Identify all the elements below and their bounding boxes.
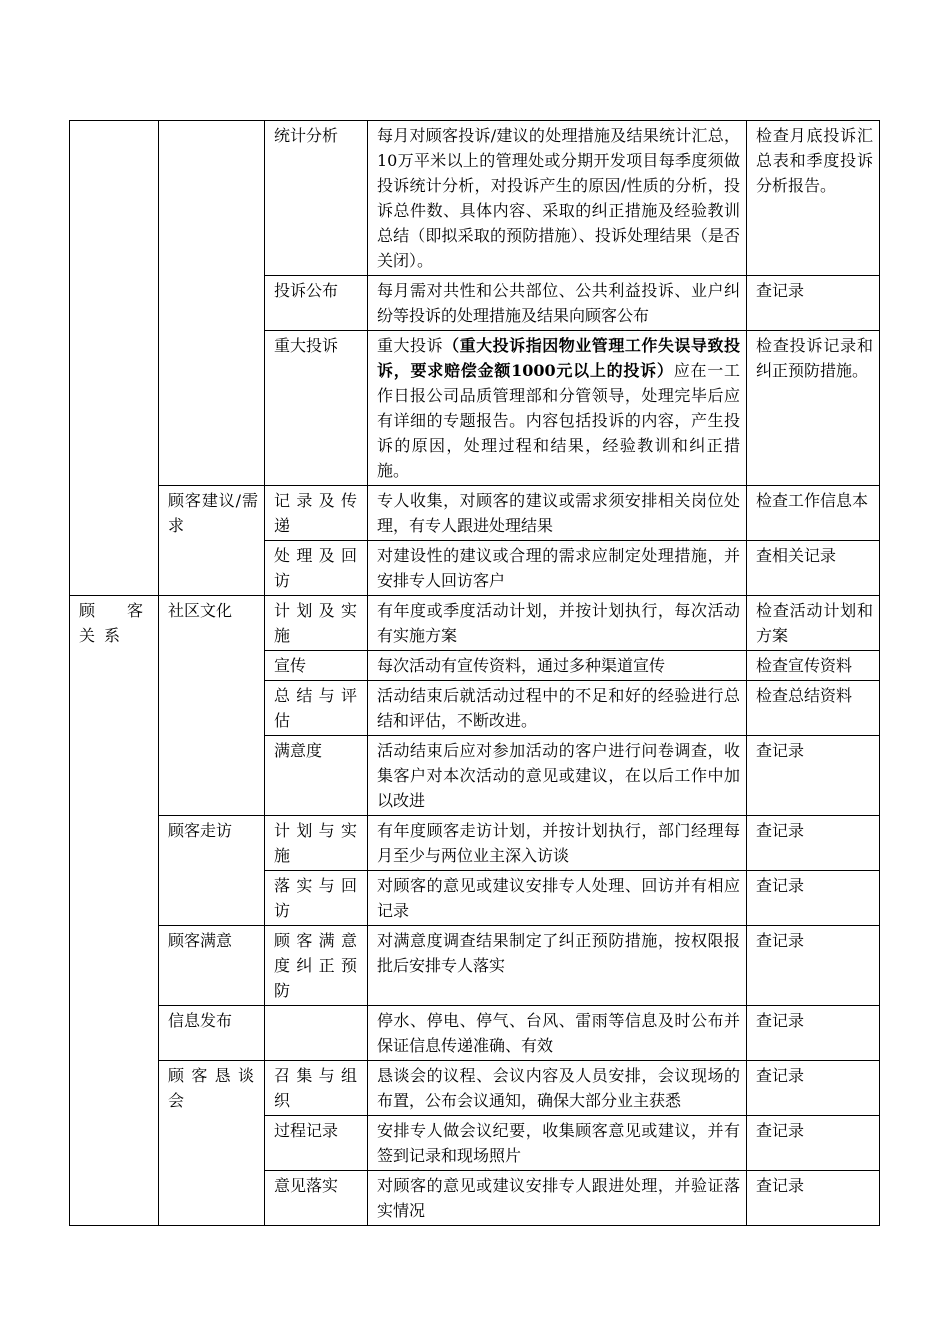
requirement-cell bbox=[368, 331, 747, 486]
table-row bbox=[70, 121, 880, 276]
subcategory-cell bbox=[159, 121, 265, 486]
check-method-cell: 查记录 bbox=[747, 736, 880, 816]
subcategory-cell: 社区文化 bbox=[159, 596, 265, 816]
item-cell: 处理及回访 bbox=[265, 541, 368, 596]
check-method-cell: 查记录 bbox=[747, 1171, 880, 1226]
requirement-cell: 有年度或季度活动计划，并按计划执行，每次活动有实施方案 bbox=[368, 596, 747, 651]
item-cell: 计划与实施 bbox=[265, 816, 368, 871]
item-cell: 顾客满意度纠正预防 bbox=[265, 926, 368, 1006]
check-method-cell: 查记录 bbox=[747, 926, 880, 1006]
check-method-cell: 查记录 bbox=[747, 816, 880, 871]
check-method-cell: 查记录 bbox=[747, 1061, 880, 1116]
requirement-cell: 对顾客的意见或建议安排专人处理、回访并有相应记录 bbox=[368, 871, 747, 926]
item-cell: 宣传 bbox=[265, 651, 368, 681]
table-row bbox=[70, 1061, 880, 1116]
check-method-cell: 查记录 bbox=[747, 276, 880, 331]
item-cell: 统计分析 bbox=[265, 121, 368, 276]
requirement-cell: 每次活动有宣传资料，通过多种渠道宣传 bbox=[368, 651, 747, 681]
subcategory-cell: 信息发布 bbox=[159, 1006, 265, 1061]
check-method-cell: 检查总结资料 bbox=[747, 681, 880, 736]
item-cell: 意见落实 bbox=[265, 1171, 368, 1226]
requirement-cell: 专人收集，对顾客的建议或需求须安排相关岗位处理，有专人跟进处理结果 bbox=[368, 486, 747, 541]
subcategory-cell: 顾客走访 bbox=[159, 816, 265, 926]
check-method-cell: 查记录 bbox=[747, 1006, 880, 1061]
inspection-standards-table bbox=[69, 120, 880, 1226]
check-method-cell: 查记录 bbox=[747, 871, 880, 926]
check-method-cell: 检查工作信息本 bbox=[747, 486, 880, 541]
requirement-cell: 对建设性的建议或合理的需求应制定处理措施，并安排专人回访客户 bbox=[368, 541, 747, 596]
item-cell: 记录及传递 bbox=[265, 486, 368, 541]
subcategory-cell: 顾客建议/需求 bbox=[159, 486, 265, 596]
table-row bbox=[70, 926, 880, 1006]
check-method-cell: 检查月底投诉汇总表和季度投诉分析报告。 bbox=[747, 121, 880, 276]
item-cell: 总结与评估 bbox=[265, 681, 368, 736]
item-cell: 过程记录 bbox=[265, 1116, 368, 1171]
requirement-cell: 活动结束后就活动过程中的不足和好的经验进行总结和评估，不断改进。 bbox=[368, 681, 747, 736]
requirement-cell: 对顾客的意见或建议安排专人跟进处理，并验证落实情况 bbox=[368, 1171, 747, 1226]
requirement-cell: 有年度顾客走访计划，并按计划执行，部门经理每月至少与两位业主深入访谈 bbox=[368, 816, 747, 871]
requirement-cell: 每月需对共性和公共部位、公共利益投诉、业户纠纷等投诉的处理措施及结果向顾客公布 bbox=[368, 276, 747, 331]
subcategory-cell: 顾客恳谈会 bbox=[159, 1061, 265, 1226]
item-cell: 召集与组织 bbox=[265, 1061, 368, 1116]
item-cell: 满意度 bbox=[265, 736, 368, 816]
requirement-cell: 活动结束后应对参加活动的客户进行问卷调查，收集客户对本次活动的意见或建议，在以后工作中加以改进 bbox=[368, 736, 747, 816]
table-row bbox=[70, 596, 880, 651]
requirement-text: 应在一工作日报公司品质管理部和分管领导，处理完毕后应有详细的专题报告。内容包括投诉的内容，产生投诉的原因，处理过程和结果，经验教训和纠正措施。 bbox=[377, 361, 740, 480]
check-method-cell: 查记录 bbox=[747, 1116, 880, 1171]
requirement-text: 重大投诉 bbox=[377, 336, 444, 355]
item-cell: 落实与回访 bbox=[265, 871, 368, 926]
table-row bbox=[70, 486, 880, 541]
check-method-cell: 查相关记录 bbox=[747, 541, 880, 596]
requirement-cell: 停水、停电、停气、台风、雷雨等信息及时公布并保证信息传递准确、有效 bbox=[368, 1006, 747, 1061]
category-cell: 顾客关系 bbox=[70, 596, 159, 1226]
category-cell bbox=[70, 121, 159, 596]
requirement-cell: 每月对顾客投诉/建议的处理措施及结果统计汇总，10万平米以上的管理处或分期开发项目每季度须做投诉统计分析，对投诉产生的原因/性质的分析，投诉总件数、具体内容、采取的纠正措施及经验教训总结（即拟采取的预防措施）、投诉处理结果（是否关闭）。 bbox=[368, 121, 747, 276]
table-row bbox=[70, 1006, 880, 1061]
item-cell: 计划及实施 bbox=[265, 596, 368, 651]
requirement-bold-note: （重大投诉指因物业管理工作失误导致投诉，要求赔偿金额1000元以上的投诉） bbox=[377, 336, 740, 380]
item-cell: 投诉公布 bbox=[265, 276, 368, 331]
subcategory-cell: 顾客满意 bbox=[159, 926, 265, 1006]
table-row bbox=[70, 816, 880, 871]
check-method-cell: 检查活动计划和方案 bbox=[747, 596, 880, 651]
item-cell: 重大投诉 bbox=[265, 331, 368, 486]
item-cell bbox=[265, 1006, 368, 1061]
check-method-cell: 检查投诉记录和纠正预防措施。 bbox=[747, 331, 880, 486]
requirement-cell: 恳谈会的议程、会议内容及人员安排，会议现场的布置，公布会议通知，确保大部分业主获悉 bbox=[368, 1061, 747, 1116]
requirement-cell: 对满意度调查结果制定了纠正预防措施，按权限报批后安排专人落实 bbox=[368, 926, 747, 1006]
requirement-cell: 安排专人做会议纪要，收集顾客意见或建议，并有签到记录和现场照片 bbox=[368, 1116, 747, 1171]
check-method-cell: 检查宣传资料 bbox=[747, 651, 880, 681]
